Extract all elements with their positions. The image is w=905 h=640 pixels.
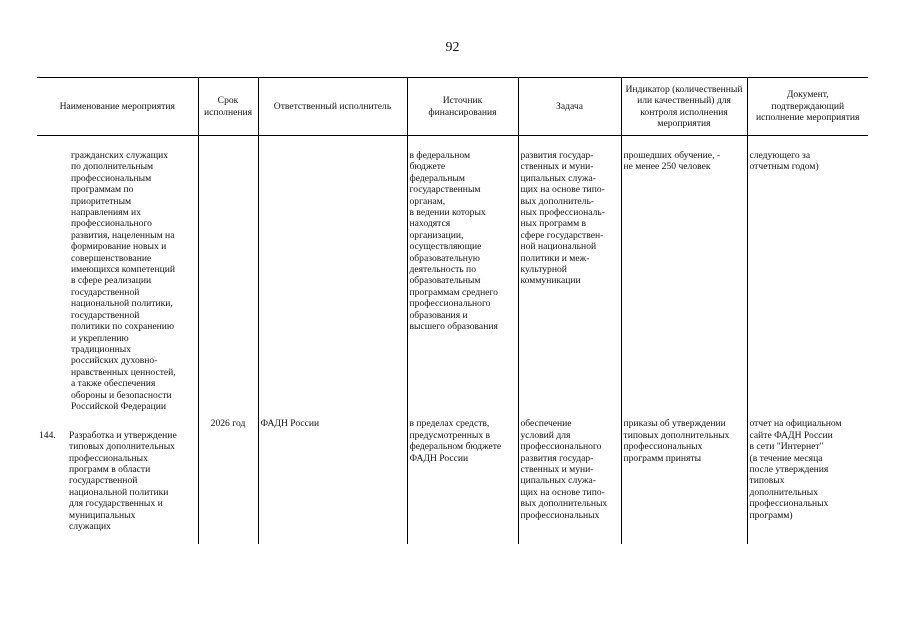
cell-executor (258, 150, 407, 418)
header-term: Срок исполнения (198, 78, 258, 136)
cell-name (37, 150, 198, 418)
spacer-row (37, 136, 868, 151)
header-document: Документ, подтверждающий исполнение мероприятия (747, 78, 868, 136)
header-funding: Источник финансирования (407, 78, 518, 136)
cell-document: следующего за отчетным годом) (749, 150, 819, 173)
cell-task: обеспечение условий для профессионального развития государ- ственных и муни- ципальных служа- щих на основе типо- вых дополнительных профессиональных (518, 418, 621, 543)
cell-term: 2026 год (198, 418, 258, 543)
cell-term (198, 150, 258, 418)
page-number: 92 (445, 40, 460, 55)
cell-name-text: гражданских служащих по дополнительным профессиональным программам по приоритетным направлениям их профессионального развития, нацеленным на формирование новых и совершенствование имеющихся компетенций в сфере реализации государственной национальной политики, государственной политики по сохранению и укреплению традиционных российских духовно- нравственных ценностей, а также обеспечения обороны и безопасности Российской Федерации (71, 150, 176, 412)
cell-name-text: Разработка и утверждение типовых дополнительных профессиональных программ в области государственной национальной политики для государственных и муниципальных служащих (69, 429, 177, 532)
header-name: Наименование мероприятия (37, 78, 198, 136)
row-number: 144. (39, 429, 56, 441)
cell-executor: ФАДН России (258, 418, 407, 543)
cell-indicator: приказы об утверждении типовых дополнительных профессиональных программ приняты (621, 418, 747, 543)
cell-funding: в федеральном бюджете федеральным государственным органам, в ведении которых находятся организации, осуществляющие образовательную деятельность по образовательным программам среднего профессионального образования и высшего образования (407, 150, 518, 418)
table-header-row (37, 78, 868, 136)
cell-indicator: прошедших обучение, - не менее 250 человек (621, 150, 747, 418)
cell-name (37, 418, 198, 543)
header-executor: Ответственный исполнитель (258, 78, 407, 136)
header-indicator: Индикатор (количественный или качественный) для контроля исполнения мероприятия (621, 78, 747, 136)
cell-funding: в пределах средств, предусмотренных в федеральном бюджете ФАДН России (407, 418, 518, 543)
table-row (37, 150, 868, 418)
cell-document: отчет на официальном сайте ФАДН России в сети "Интернет" (в течение месяца после утверждения типовых дополнительных профессиональных программ) (749, 418, 842, 521)
table-row (37, 418, 868, 543)
header-task: Задача (518, 78, 621, 136)
measures-table (37, 77, 868, 544)
cell-task: развития государ- ственных и муни- ципальных служа- щих на основе типо- вых дополнитель- ных профессиональ- ных программ в сфере государствен- ной национальной политики и меж- культурной коммуникации (518, 150, 621, 418)
